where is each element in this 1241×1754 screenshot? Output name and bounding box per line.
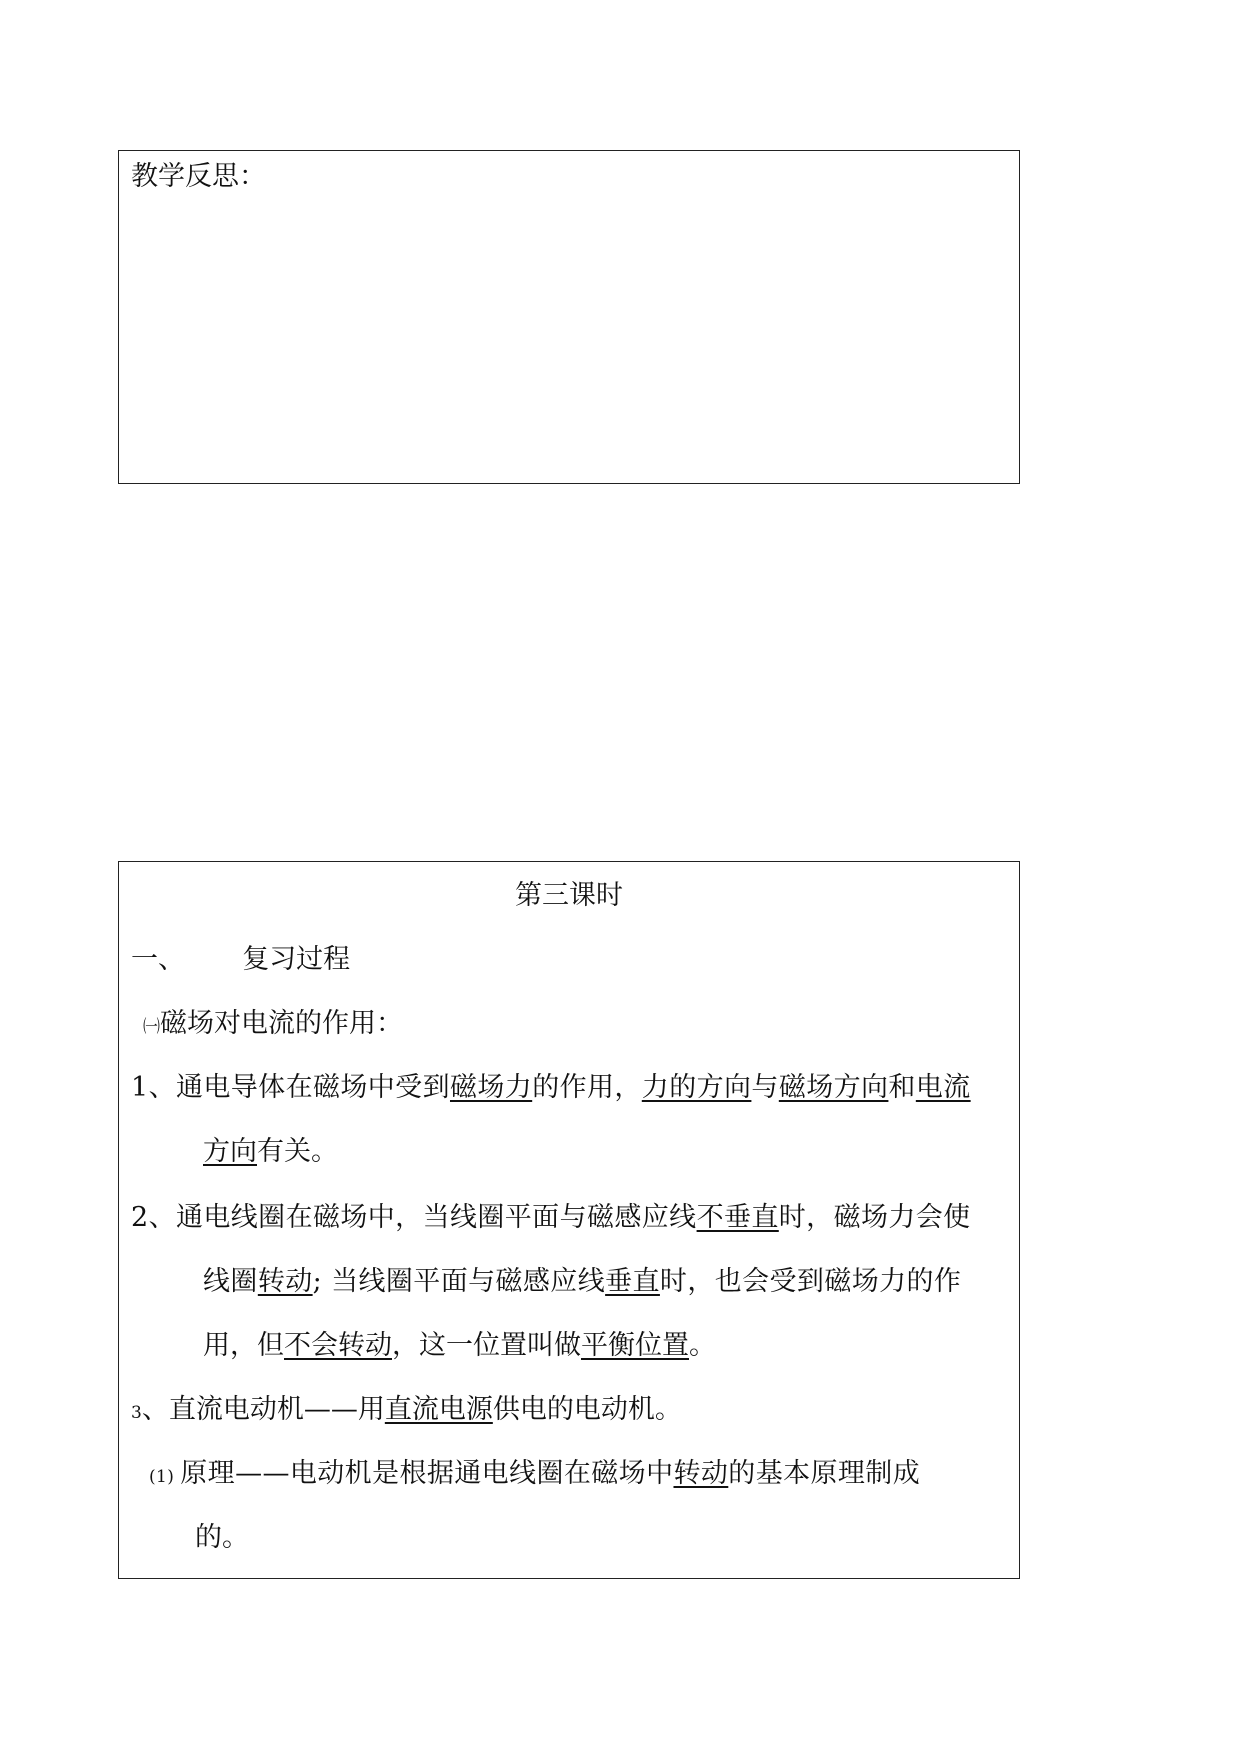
text-run: ; 当线圈平面与磁感应线: [312, 1266, 606, 1297]
blank-answer: 垂直: [605, 1266, 660, 1297]
blank-answer: 直流电源: [384, 1394, 493, 1425]
blank-answer: 转动: [257, 1266, 313, 1297]
lesson-title: 第三课时: [515, 880, 623, 911]
item-2-line-1: [131, 1198, 971, 1238]
blank-answer: 磁场力: [449, 1072, 533, 1103]
blank-answer: 转动: [673, 1458, 729, 1489]
subsection-title: 磁场对电流的作用：: [160, 1008, 403, 1039]
text-run: 2、通电线圈在磁场中，当线圈平面与磁感应线: [131, 1202, 697, 1233]
section-title: 复习过程: [242, 944, 351, 975]
text-run: 和: [888, 1072, 916, 1103]
reflection-title: 教学反思：: [131, 161, 266, 192]
item-marker: (1): [149, 1467, 175, 1487]
item-1-line-1: [131, 1068, 971, 1108]
item-3-1-line-2: [195, 1518, 249, 1558]
text-run: 供电的电动机。: [492, 1394, 682, 1425]
item-3-line-1: [131, 1390, 682, 1433]
text-run: 与: [751, 1072, 779, 1103]
text-run: 的作用，: [532, 1072, 642, 1103]
blank-answer: 方向: [203, 1136, 257, 1167]
subsection-heading: [143, 1004, 403, 1047]
blank-answer: 不垂直: [696, 1202, 779, 1233]
text-run: 有关。: [257, 1136, 338, 1167]
section-marker: 一、: [131, 944, 185, 975]
text-run: 用，但: [203, 1330, 284, 1361]
blank-answer: 电流: [915, 1072, 971, 1103]
item-marker: 3: [131, 1403, 142, 1423]
text-run: 1、通电导体在磁场中受到: [131, 1072, 450, 1103]
blank-answer: 力的方向: [641, 1072, 752, 1103]
lesson-box: [118, 861, 1020, 1579]
subsection-marker: ㈠: [143, 1017, 160, 1037]
text-run: 时，也会受到磁场力的作: [659, 1266, 962, 1297]
teaching-reflection-box: [118, 150, 1020, 484]
text-run: 、直流电动机——用: [141, 1394, 385, 1425]
text-run: 原理——电动机是根据通电线圈在磁场中: [180, 1458, 674, 1489]
section-heading: [131, 940, 350, 980]
item-2-line-2: [203, 1262, 961, 1302]
item-1-line-2: [203, 1132, 338, 1172]
text-run: 。: [689, 1330, 716, 1361]
text-run: 时，磁场力会使: [778, 1202, 971, 1233]
blank-answer: 平衡位置: [581, 1330, 689, 1361]
text-run: ，这一位置叫做: [392, 1330, 581, 1361]
text-run: 线圈: [203, 1266, 258, 1297]
text-run: 的。: [195, 1522, 249, 1553]
blank-answer: 不会转动: [284, 1330, 392, 1361]
item-3-1-line-1: [149, 1454, 920, 1497]
text-run: 的基本原理制成: [728, 1458, 921, 1489]
blank-answer: 磁场方向: [778, 1072, 889, 1103]
item-2-line-3: [203, 1326, 716, 1366]
